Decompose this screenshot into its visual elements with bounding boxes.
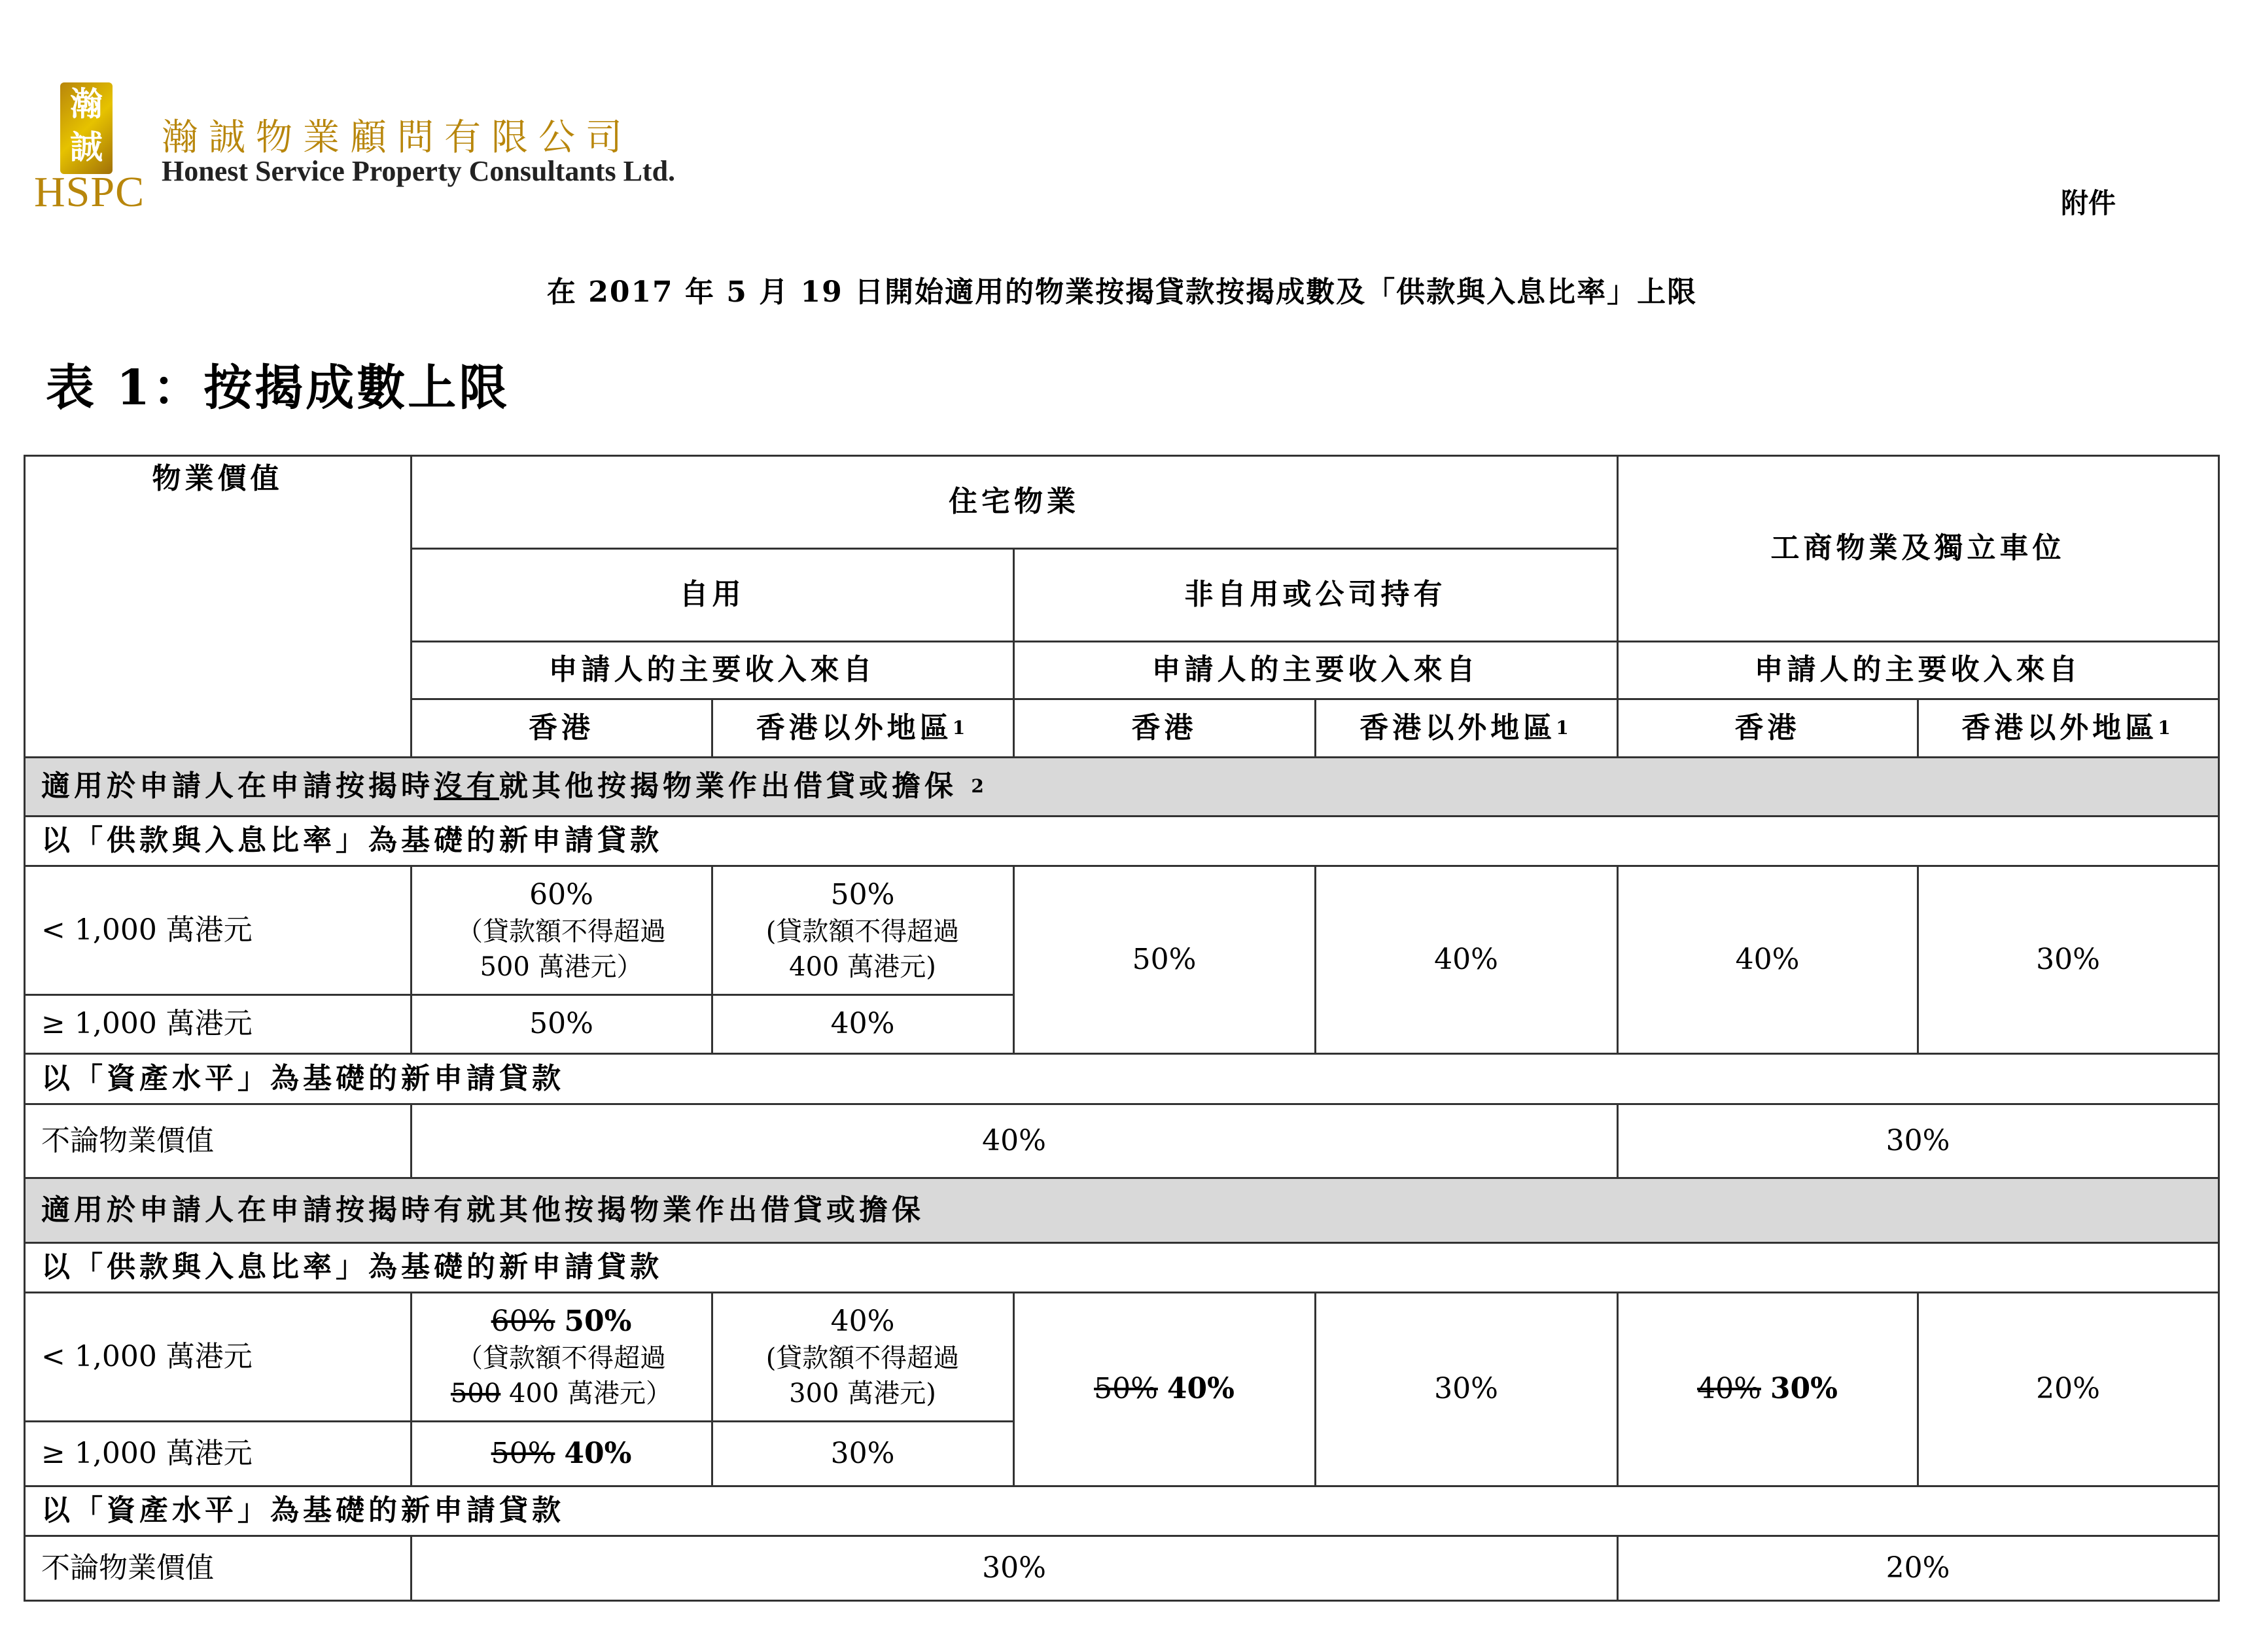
header-commercial: 工商物業及獨立車位 bbox=[1770, 531, 2065, 565]
grid-line bbox=[24, 815, 2220, 817]
section1-dsr-title: 以「供款與入息比率」為基礎的新申請貸款 bbox=[41, 824, 663, 858]
document-title: 在 2017 年 5 月 19 日開始適用的物業按揭貸款按揭成數及「供款與入息比率」上限 bbox=[546, 275, 1698, 309]
logo-mark: 瀚誠 bbox=[60, 82, 113, 174]
grid-line bbox=[24, 1420, 1013, 1422]
grid-line bbox=[411, 641, 2220, 642]
table-border bbox=[24, 1600, 2220, 1602]
s2-self-out-ge10m: 30% bbox=[830, 1436, 895, 1470]
company-name-cn: 瀚誠物業顧問有限公司 bbox=[162, 116, 633, 159]
s2-self-hk-lt10m: 60% 50% （貸款額不得超過 500 400 萬港元） bbox=[450, 1304, 673, 1409]
grid-line bbox=[1617, 865, 1619, 1053]
header-income-source-self: 申請人的主要收入來自 bbox=[548, 653, 876, 687]
grid-line bbox=[1314, 865, 1316, 1053]
s1-comm-hk: 40% bbox=[1735, 942, 1800, 976]
grid-line bbox=[711, 865, 713, 1053]
row-label: 不論物業價值 bbox=[41, 1551, 214, 1585]
s1-self-hk-ge10m: 50% bbox=[529, 1007, 593, 1041]
header-property-value: 物業價值 bbox=[152, 462, 283, 495]
table-title: 表 1：按揭成數上限 bbox=[46, 360, 510, 416]
row-label: ≥ 1,000 萬港元 bbox=[41, 1007, 253, 1041]
s2-nonself-hk: 50% 40% bbox=[1094, 1372, 1235, 1406]
grid-line bbox=[410, 1535, 412, 1600]
logo-abbr: HSPC bbox=[34, 168, 145, 216]
grid-line bbox=[1617, 1535, 1619, 1600]
attachment-label: 附件 bbox=[2061, 187, 2116, 219]
header-income-source-commercial: 申請人的主要收入來自 bbox=[1754, 653, 2082, 687]
header-self-use: 自用 bbox=[679, 578, 745, 612]
section2-asset-title: 以「資產水平」為基礎的新申請貸款 bbox=[41, 1494, 565, 1528]
grid-line bbox=[1617, 1103, 1619, 1178]
table-border bbox=[24, 455, 2220, 457]
s1-self-out-lt10m: 50% (貸款額不得超過 400 萬港元) bbox=[765, 877, 960, 983]
s2-asset-commercial: 20% bbox=[1885, 1551, 1950, 1585]
header-residential: 住宅物業 bbox=[949, 485, 1079, 519]
header-hk: 香港 bbox=[1131, 711, 1197, 745]
header-income-source-nonself: 申請人的主要收入來自 bbox=[1151, 653, 1479, 687]
header-outside-hk: 香港以外地區 1 bbox=[1359, 711, 1573, 745]
s2-asset-residential: 30% bbox=[982, 1551, 1046, 1585]
header-hk: 香港 bbox=[529, 711, 594, 745]
grid-line bbox=[1617, 1292, 1619, 1486]
s1-comm-out: 30% bbox=[2036, 942, 2100, 976]
grid-line bbox=[24, 1292, 2220, 1293]
section2-title: 適用於申請人在申請按揭時有就其他按揭物業作出借貸或擔保 bbox=[24, 1178, 2218, 1242]
grid-line bbox=[24, 994, 1013, 996]
grid-line bbox=[1314, 698, 1316, 757]
s2-self-out-lt10m: 40% (貸款額不得超過 300 萬港元) bbox=[765, 1304, 960, 1409]
row-label: < 1,000 萬港元 bbox=[41, 1339, 253, 1373]
grid-line bbox=[24, 1485, 2220, 1487]
company-name-en: Honest Service Property Consultants Ltd. bbox=[162, 155, 676, 187]
s1-self-hk-lt10m: 60% （貸款額不得超過 500 萬港元） bbox=[457, 877, 666, 983]
section1-title: 適用於申請人在申請按揭時 沒有 就其他按揭物業作出借貸或擔保 2 bbox=[24, 757, 2218, 816]
grid-line bbox=[1013, 865, 1015, 1053]
s2-self-hk-ge10m: 50% 40% bbox=[491, 1436, 632, 1470]
row-label: < 1,000 萬港元 bbox=[41, 913, 253, 947]
s2-comm-hk: 40% 30% bbox=[1697, 1372, 1838, 1406]
table-border bbox=[2218, 455, 2220, 1602]
s1-nonself-hk: 50% bbox=[1132, 942, 1197, 976]
grid-line bbox=[410, 865, 412, 1053]
grid-line bbox=[711, 1292, 713, 1486]
section1-asset-title: 以「資產水平」為基礎的新申請貸款 bbox=[41, 1061, 565, 1095]
grid-line bbox=[1013, 1292, 1015, 1486]
grid-line bbox=[410, 1103, 412, 1178]
header-non-self-use: 非自用或公司持有 bbox=[1184, 578, 1446, 612]
grid-line bbox=[1917, 698, 1919, 757]
grid-line bbox=[1013, 548, 1015, 757]
grid-line bbox=[410, 1292, 412, 1486]
grid-line bbox=[1917, 1292, 1919, 1486]
s1-nonself-out: 40% bbox=[1434, 942, 1498, 976]
grid-line bbox=[24, 1053, 2220, 1055]
s1-self-out-ge10m: 40% bbox=[830, 1007, 895, 1041]
grid-line bbox=[1314, 1292, 1316, 1486]
grid-line bbox=[24, 1535, 2220, 1537]
grid-line bbox=[24, 865, 2220, 867]
grid-line bbox=[24, 1242, 2220, 1244]
grid-line bbox=[1917, 865, 1919, 1053]
grid-line bbox=[24, 756, 2220, 758]
grid-line bbox=[24, 1103, 2220, 1105]
grid-line bbox=[1617, 455, 1619, 757]
grid-line bbox=[410, 455, 412, 757]
grid-line bbox=[711, 698, 713, 757]
row-label: 不論物業價值 bbox=[41, 1123, 214, 1157]
header-outside-hk: 香港以外地區 1 bbox=[1961, 711, 2175, 745]
table-border bbox=[24, 455, 26, 1602]
s1-asset-commercial: 30% bbox=[1885, 1123, 1950, 1157]
s1-asset-residential: 40% bbox=[982, 1123, 1046, 1157]
row-label: ≥ 1,000 萬港元 bbox=[41, 1436, 253, 1470]
s2-comm-out: 20% bbox=[2036, 1372, 2100, 1406]
s2-nonself-out: 30% bbox=[1434, 1372, 1498, 1406]
section2-dsr-title: 以「供款與入息比率」為基礎的新申請貸款 bbox=[41, 1250, 663, 1284]
header-hk: 香港 bbox=[1734, 711, 1800, 745]
header-outside-hk: 香港以外地區 1 bbox=[756, 711, 970, 745]
grid-line bbox=[24, 1177, 2220, 1179]
